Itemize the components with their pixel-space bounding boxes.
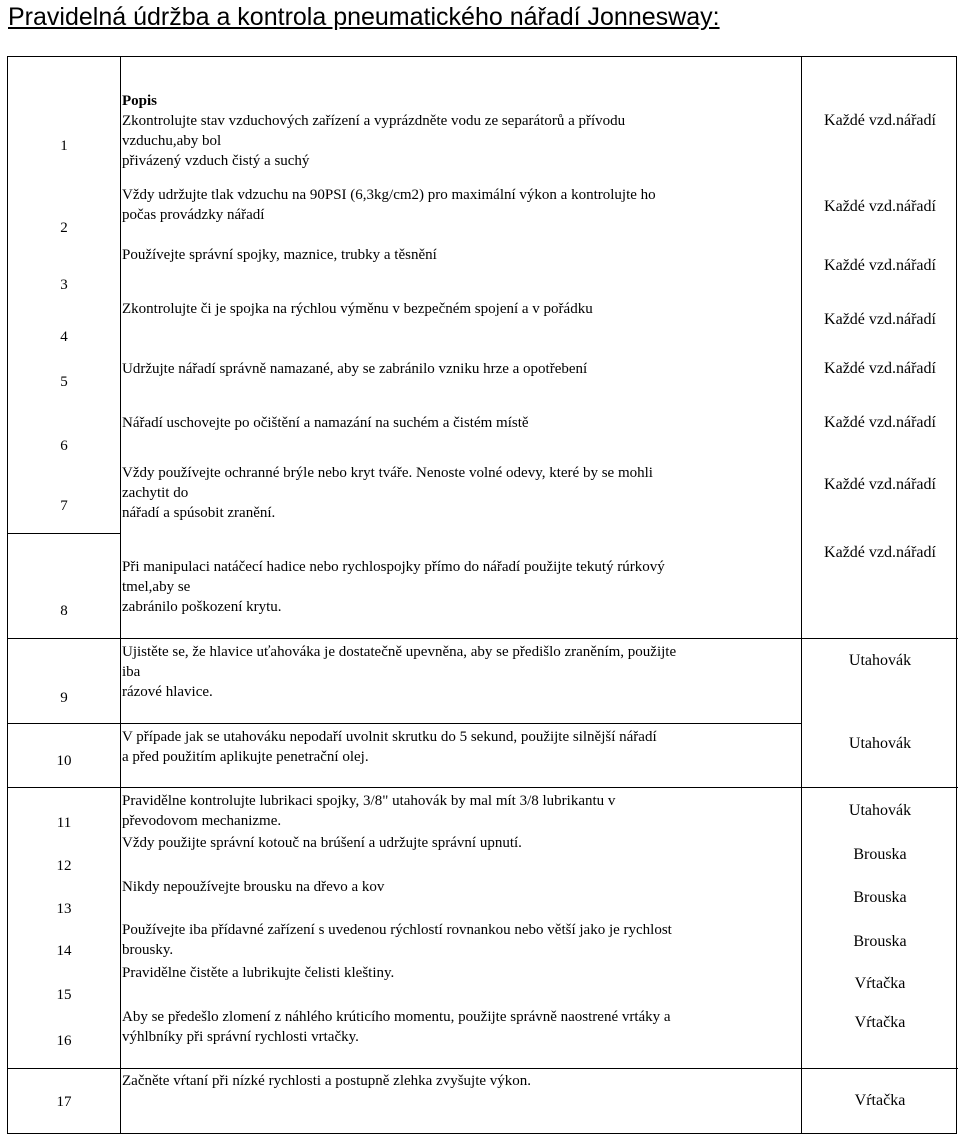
row-number: 15 — [56, 987, 72, 1003]
description-line: Nikdy nepoužívejte brousku na dřevo a kov — [122, 879, 385, 895]
row-description — [122, 245, 808, 265]
description-line: Při manipulaci natáčecí hadice nebo rychlospojky přímo do nářadí použijte tekutý rúrkový — [122, 559, 665, 575]
description-line: Zkontrolujte stav vzduchových zařízení a vyprázdněte vodu ze separátorů a přívodu — [122, 113, 626, 129]
row-description — [122, 557, 808, 617]
row-number: 8 — [60, 603, 68, 619]
row-divider — [120, 787, 801, 788]
description-line: Pravidělne čistěte a lubrikujte čelisti kleštiny. — [122, 965, 395, 981]
row-description — [122, 359, 808, 379]
description-line: rázové hlavice. — [122, 684, 213, 700]
row-frequency: Každé vzd.nářadí — [824, 544, 936, 561]
row-number: 7 — [60, 498, 68, 514]
row-number: 1 — [60, 138, 68, 154]
row-frequency: Každé vzd.nářadí — [824, 198, 936, 215]
description-line: počas provádzky nářadí — [122, 207, 265, 223]
row-number: 17 — [56, 1094, 72, 1110]
page-title — [8, 0, 952, 34]
row-description — [122, 1007, 808, 1047]
description-line: zabránilo poškození krytu. — [122, 599, 282, 615]
row-number: 10 — [56, 753, 72, 769]
description-line: přivázený vzduch čistý a suchý — [122, 153, 310, 169]
row-divider — [8, 533, 120, 534]
row-description — [122, 185, 808, 225]
description-line: Vždy použijte správní kotouč na brúšení a udržujte správní upnutí. — [122, 835, 522, 851]
row-description — [122, 727, 808, 767]
description-line: vzduchu,aby bol — [122, 133, 222, 149]
column-divider-number — [120, 57, 121, 1133]
row-divider — [120, 1068, 801, 1069]
row-frequency: Utahovák — [848, 652, 912, 669]
row-frequency: Brouska — [853, 846, 907, 863]
row-divider — [801, 638, 958, 639]
row-frequency: Utahovák — [848, 735, 912, 752]
row-frequency: Vŕtačka — [854, 1014, 906, 1031]
row-frequency: Každé vzd.nářadí — [824, 414, 936, 431]
row-description — [122, 463, 808, 523]
row-description — [122, 791, 808, 831]
row-description — [122, 877, 808, 897]
row-description — [122, 920, 808, 960]
row-number: 14 — [56, 943, 72, 959]
row-number: 11 — [56, 815, 72, 831]
row-number: 6 — [60, 438, 68, 454]
row-number: 9 — [60, 690, 68, 706]
description-line: a před použitím aplikujte penetrační olej. — [122, 749, 369, 765]
description-line: Vždy udržujte tlak vdzuchu na 90PSI (6,3kg/cm2) pro maximální výkon a kontrolujte ho — [122, 187, 656, 203]
row-divider — [8, 787, 120, 788]
row-number: 2 — [60, 220, 68, 236]
description-line: Vždy používejte ochranné brýle nebo kryt tváře. Nenoste volné odevy, které by se mohli — [122, 465, 653, 481]
row-frequency: Každé vzd.nářadí — [824, 257, 936, 274]
description-line: Používejte správní spojky, maznice, trubky a těsnění — [122, 247, 437, 263]
row-number: 5 — [60, 374, 68, 390]
description-header-label: Popis — [122, 93, 158, 109]
description-line: zachytit do — [122, 485, 189, 501]
row-divider — [8, 638, 120, 639]
row-frequency: Každé vzd.nářadí — [824, 476, 936, 493]
row-divider — [8, 723, 120, 724]
row-description — [122, 111, 808, 171]
page-title-text: Pravidelná údržba a kontrola pneumatického nářadí Jonnesway: — [8, 3, 720, 31]
row-description — [122, 963, 808, 983]
description-line: Začněte vŕtaní při nízké rychlosti a postupně zlehka zvyšujte výkon. — [122, 1073, 532, 1089]
row-divider — [8, 1068, 120, 1069]
description-line: brousky. — [122, 942, 174, 958]
description-line: Pravidělne kontrolujte lubrikaci spojky, 3/8" utahovák by mal mít 3/8 lubrikantu v — [122, 793, 616, 809]
description-line: V případe jak se utahováku nepodaří uvolnit skrutku do 5 sekund, použijte silnější nářadí — [122, 729, 657, 745]
row-number: 12 — [56, 858, 72, 874]
description-header — [122, 91, 808, 111]
row-frequency: Vŕtačka — [854, 1092, 906, 1109]
row-divider — [801, 787, 958, 788]
description-line: Nářadí uschovejte po očištění a namazání na suchém a čistém místě — [122, 415, 529, 431]
row-description — [122, 1071, 808, 1091]
row-frequency: Brouska — [853, 889, 907, 906]
row-description — [122, 413, 808, 433]
row-number: 3 — [60, 277, 68, 293]
description-line: Používejte iba přídavné zařízení s uvedenou rýchlostí rovnankou nebo větší jako je rychlost — [122, 922, 672, 938]
row-frequency: Každé vzd.nářadí — [824, 311, 936, 328]
row-divider — [120, 723, 801, 724]
description-line: Aby se předešlo zlomení z náhlého krúticího momentu, použijte správně naostrené vrtáky a — [122, 1009, 671, 1025]
row-number: 13 — [56, 901, 72, 917]
description-line: tmel,aby se — [122, 579, 191, 595]
row-number: 4 — [60, 329, 68, 345]
row-number: 16 — [56, 1033, 72, 1049]
row-frequency: Každé vzd.nářadí — [824, 360, 936, 377]
maintenance-table — [7, 56, 957, 1134]
row-frequency: Brouska — [853, 933, 907, 950]
description-line: nářadí a spúsobit zranění. — [122, 505, 276, 521]
row-divider — [801, 1068, 958, 1069]
row-frequency: Vŕtačka — [854, 975, 906, 992]
row-description — [122, 299, 808, 319]
description-line: iba — [122, 664, 141, 680]
row-frequency: Utahovák — [848, 802, 912, 819]
description-line: Ujistěte se, že hlavice uťahováka je dostatečně upevněna, aby se předišlo zraněním, použijte — [122, 644, 677, 660]
row-description — [122, 642, 808, 702]
description-line: Zkontrolujte či je spojka na rýchlou výměnu v bezpečném spojení a v pořádku — [122, 301, 593, 317]
row-frequency: Každé vzd.nářadí — [824, 112, 936, 129]
description-line: převodovom mechanizme. — [122, 813, 282, 829]
description-line: výhlbníky při správní rychlosti vrtačky. — [122, 1029, 359, 1045]
description-line: Udržujte nářadí správně namazané, aby se zabránilo vzniku hrze a opotřebení — [122, 361, 588, 377]
row-description — [122, 833, 808, 853]
row-divider — [120, 638, 801, 639]
